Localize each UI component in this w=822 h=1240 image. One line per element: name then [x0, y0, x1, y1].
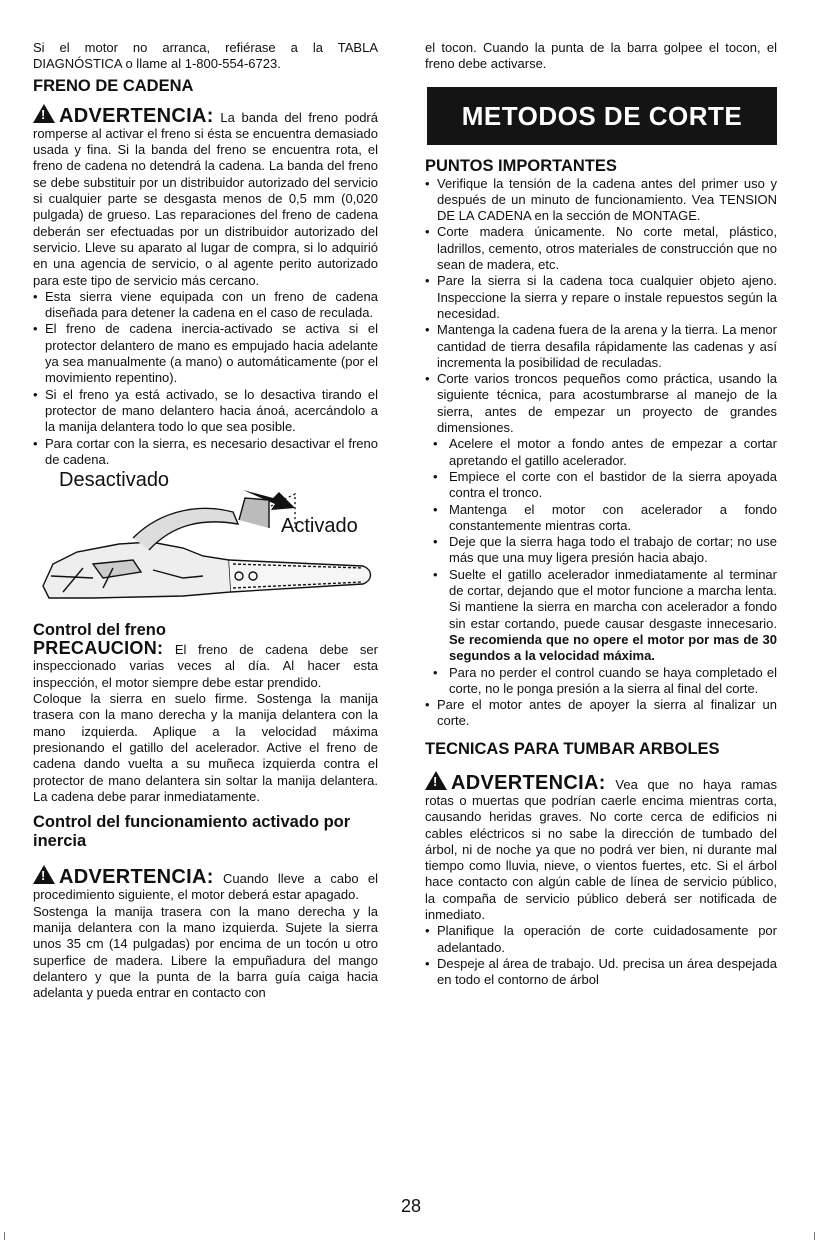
warning-title: ADVERTENCIA: — [451, 771, 606, 794]
felling-bullets — [425, 923, 777, 988]
chainsaw-icon — [43, 494, 371, 598]
felling-heading: TECNICAS PARA TUMBAR ARBOLES — [425, 739, 720, 758]
warning-title: ADVERTENCIA: — [59, 866, 214, 889]
chain-brake-heading: FRENO DE CADENA — [33, 76, 194, 95]
sub-list-item: • Para no perder el control cuando se haya completado el corte, no le ponga presión a la sierra al final del corte. — [425, 665, 777, 698]
sub-list-item: • Acelere el motor a fondo antes de empezar a cortar apretando el gatillo acelerador. — [425, 436, 777, 469]
left-column — [33, 40, 378, 1001]
list-item: • Esta sierra viene equipada con un freno de cadena diseñada para detener la cadena en el caso de reculada. — [33, 289, 378, 322]
list-item: • Si el freno ya está activado, se lo desactiva tirando el protector de mano delantero hacia ánoá, acercándolo a la manija delantera todo lo que sea posible. — [33, 387, 378, 436]
max-speed-warning: Se recomienda que no opere el motor por mas de 30 segundos a la velocidad máxima. — [449, 631, 777, 664]
crop-mark — [814, 1232, 815, 1240]
technique-sub-list — [425, 436, 777, 697]
inertia-paragraph: Sostenga la manija trasera con la mano derecha y la manija delantera con la mano izquierda. Sujete la sierra unos 35 cm (14 pulgadas) por encima de un tocón u otro superfice de madera. Libere la empuñadura del mango delantero y que la punta de la barra guía caiga hacia adelanta y pueda entrar en contacto con — [33, 903, 378, 1001]
warning-text: Vea que no haya ramas rotas o muertas que podrían caerle encima mientras corta, causando heridas graves. No corte cerca de edificios ni cables eléctricos si no sabe la dirección de tumbado del árbol, ni de noche ya que no podrá ver bien, ni durante mal tiempo como lluvia, nieve, o vientos fuertes, etc. Si el árbol hace contacto con algún cable de línea de servicio público, la compaña de servicio público deberá ser notificada de inmediato. — [425, 776, 777, 923]
sub-list-item — [425, 567, 777, 665]
important-points-heading: PUNTOS IMPORTANTES — [425, 156, 617, 175]
caution-text: El freno de cadena debe ser inspeccionado varias veces al día. Al hacer esta inspección, el motor siempre debe estar prendido. — [33, 642, 378, 690]
list-item: • Despeje al área de trabajo. Ud. precisa un área despejada en todo el contorno de árbol — [425, 956, 777, 989]
chain-brake-bullets — [33, 289, 378, 468]
inertia-heading: Control del funcionamiento activado por inercia — [33, 813, 351, 851]
warning-title: ADVERTENCIA: — [59, 104, 214, 127]
list-item: • El freno de cadena inercia-activado se activa si el protector delantero de mano es empujado hacia adelante ya sea manualmente (a mano) o automáticamente (por el movimiento repentino). — [33, 321, 378, 386]
figure-label-off: Desactivado — [59, 469, 170, 492]
caution-block — [33, 640, 378, 691]
list-item: • Para cortar con la sierra, es necesario desactivar el freno de cadena. — [33, 436, 378, 469]
list-item: • Pare la sierra si la cadena toca cualquier objeto ajeno. Inspeccione la sierra y repare o instale repuestos según la necesidad. — [425, 273, 777, 322]
brake-control-heading: Control del freno — [33, 621, 166, 640]
page-number: 28 — [400, 1196, 422, 1216]
crop-mark — [4, 1232, 5, 1240]
warning-triangle-icon — [33, 104, 55, 123]
list-item: • Corte varios troncos pequeños como práctica, usando la siguiente técnica, para acostumbrarse al manejo de la sierra, antes de empezar un proyecto de grandes dimensiones. — [425, 371, 777, 436]
warning-block-2 — [33, 865, 378, 904]
chain-brake-figure — [33, 468, 378, 613]
list-item: • Verifique la tensión de la cadena antes del primer uso y después de un minuto de funcionamiento. Vea TENSION DE LA CADENA en la sección de MONTAGE. — [425, 176, 777, 225]
caution-title: PRECAUCION: — [33, 638, 164, 659]
chainsaw-illustration — [33, 468, 378, 613]
warning-text: Cuando lleve a cabo el procedimiento siguiente, el motor deberá estar apagado. — [33, 871, 378, 903]
sub-list-item: • Empiece el corte con el bastidor de la sierra apoyada contra el tronco. — [425, 469, 777, 502]
warning-block-3 — [425, 771, 777, 924]
intro-text: Si el motor no arranca, refiérase a la TABLA DIAGNÓSTICA o llame al 1-800-554-6723. — [33, 40, 378, 72]
section-banner: METODOS DE CORTE — [427, 87, 777, 145]
warning-triangle-icon — [425, 771, 447, 790]
list-item: • Mantenga la cadena fuera de la arena y la tierra. La menor cantidad de tierra desafila rápidamente las cadenas y así incrementa la posibilidad de reculadas. — [425, 322, 777, 371]
warning-triangle-icon — [33, 865, 55, 884]
list-item: • Pare el motor antes de apoyer la sierra al finalizar un corte. — [425, 697, 777, 730]
important-points-list — [425, 176, 777, 437]
continuation-text: el tocon. Cuando la punta de la barra golpee el tocon, el freno debe activarse. — [425, 40, 777, 72]
sub-list-item: • Deje que la sierra haga todo el trabajo de cortar; no use más que una muy ligera presión hacia abajo. — [425, 534, 777, 567]
brake-control-paragraph: Coloque la sierra en suelo firme. Sostenga la manija trasera con la mano derecha y la manija delantera con la mano izquierda. Aplique a la velocidad máxima presionando el gatillo del acelerador. Active el freno de cadena dando vuelta a su muñeca izquierda contra el protector de mano delantera sin soltar la manija delantera. La cadena debe parar inmediatamente. — [33, 691, 378, 804]
list-item: • Planifique la operación de corte cuidadosamente por adelantado. — [425, 923, 777, 956]
warning-text: La banda del freno podrá romperse al activar el freno si ésta se encuentra demasiado usada y fina. Si la banda del freno se encuentra rota, el freno de cadena no detendrá la cadena. La banda del freno se debe substituir por un distribuidor autorizado del servicio si cualquier parte se desgasta menos de 0,5 mm (0,020 pulgada) de grueso. Las reparaciones del freno de cadena deberán ser efectuadas por un distribuidor autorizado del servicio. Lleve su aparato al lugar de compra, si lo adquirió en una agencia de servicio, o al agente perito autorizado para este tipo de servicio más cercano. — [33, 109, 378, 288]
figure-label-on: Activado — [281, 515, 358, 538]
right-column — [425, 40, 777, 989]
final-bullet-list — [425, 697, 777, 730]
release-throttle-text: Suelte el gatillo acelerador inmediatamente al terminar de cortar, dejando que el motor funcione a marcha lenta. Si mantiene la sierra en marcha con acelerador a fondo sin estar cortando, puede causar desgaste innecesario. — [449, 566, 777, 631]
list-item: • Corte madera únicamente. No corte metal, plástico, ladrillos, cemento, otros materiales de construcción que no sean de madera, etc. — [425, 224, 777, 273]
sub-list-item: • Mantenga el motor con acelerador a fondo constantemente mientras corta. — [425, 502, 777, 535]
warning-block-1 — [33, 104, 378, 289]
